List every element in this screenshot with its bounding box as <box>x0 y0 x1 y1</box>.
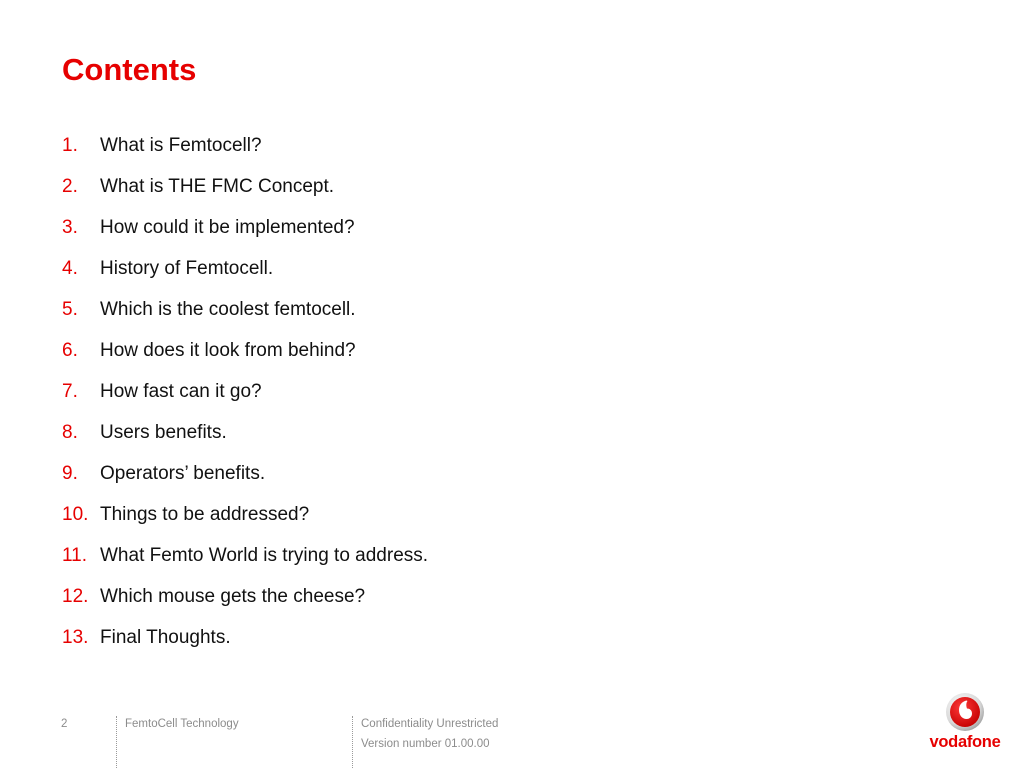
list-item <box>62 460 428 501</box>
item-number: 4. <box>62 258 78 279</box>
list-item <box>62 173 428 214</box>
item-number: 2. <box>62 176 78 197</box>
list-item <box>62 542 428 583</box>
slide-title: Contents <box>62 52 197 87</box>
item-number: 6. <box>62 340 78 361</box>
item-text: How could it be implemented? <box>100 217 355 238</box>
vodafone-speechmark-icon <box>945 692 985 732</box>
item-text: Final Thoughts. <box>100 627 231 648</box>
contents-list <box>62 132 428 665</box>
vodafone-logo <box>920 692 1010 754</box>
item-text: History of Femtocell. <box>100 258 274 279</box>
item-text: Things to be addressed? <box>100 504 310 525</box>
list-item <box>62 296 428 337</box>
footer-doc-title: FemtoCell Technology <box>125 718 239 730</box>
item-text: Which mouse gets the cheese? <box>100 586 366 607</box>
item-text: What Femto World is trying to address. <box>100 545 429 566</box>
item-text: What is Femtocell? <box>100 135 262 156</box>
item-number: 3. <box>62 217 78 238</box>
list-item <box>62 132 428 173</box>
list-item <box>62 419 428 460</box>
item-number: 5. <box>62 299 78 320</box>
footer-confidentiality: Confidentiality Unrestricted <box>361 718 499 730</box>
item-text: Which is the coolest femtocell. <box>100 299 356 320</box>
item-text: What is THE FMC Concept. <box>100 176 335 197</box>
item-number: 8. <box>62 422 78 443</box>
item-number: 7. <box>62 381 78 402</box>
list-item <box>62 378 428 419</box>
list-item <box>62 501 428 542</box>
item-text: How fast can it go? <box>100 381 262 402</box>
item-number: 1. <box>62 135 78 156</box>
item-text: How does it look from behind? <box>100 340 356 361</box>
item-text: Operators’ benefits. <box>100 463 266 484</box>
list-item <box>62 255 428 296</box>
item-number: 11. <box>62 545 88 566</box>
list-item <box>62 214 428 255</box>
vodafone-wordmark: vodafone <box>929 733 1001 751</box>
footer-divider <box>116 716 117 768</box>
footer-version: Version number 01.00.00 <box>361 738 490 750</box>
footer-divider <box>352 716 353 768</box>
item-number: 10. <box>62 504 89 525</box>
list-item <box>62 337 428 378</box>
list-item <box>62 583 428 624</box>
item-number: 12. <box>62 586 89 607</box>
item-number: 13. <box>62 627 89 648</box>
item-number: 9. <box>62 463 78 484</box>
item-text: Users benefits. <box>100 422 227 443</box>
list-item <box>62 624 428 665</box>
page-number: 2 <box>61 718 68 730</box>
